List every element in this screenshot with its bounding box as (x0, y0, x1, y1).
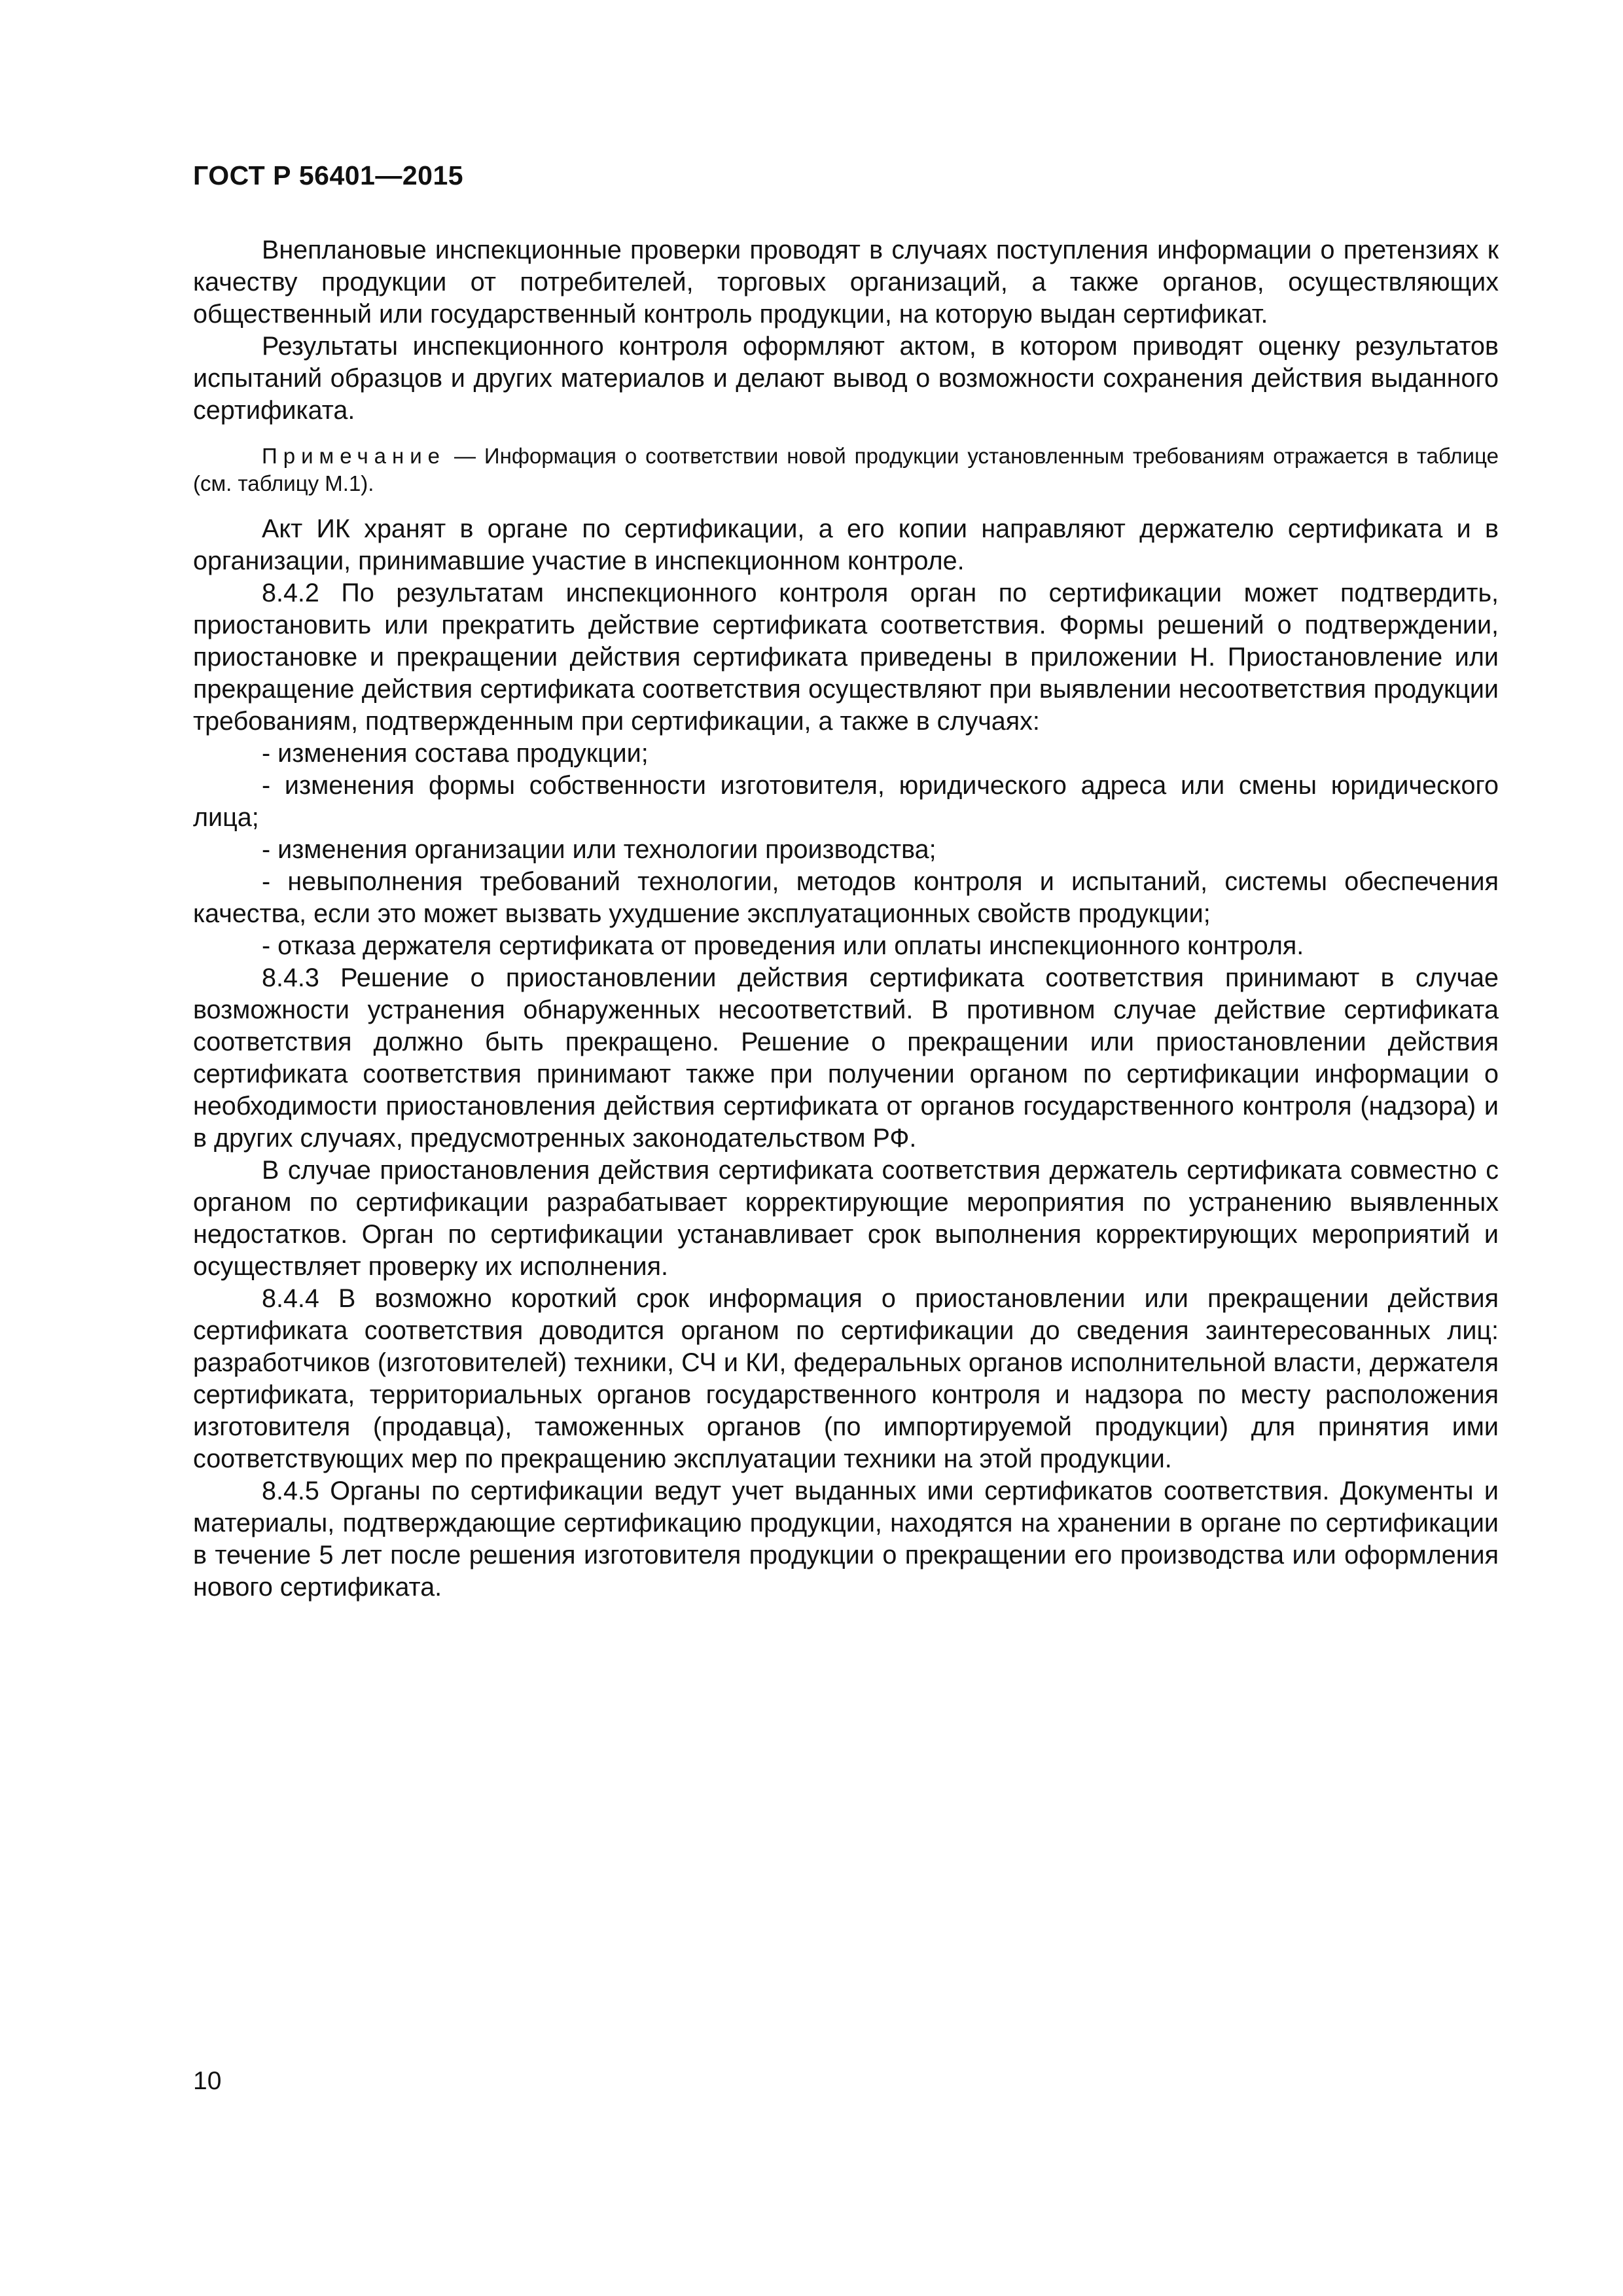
list-item-technology-change: - изменения организации или технологии производства; (262, 835, 936, 864)
note-label: Примечание (262, 444, 446, 468)
list-item-ownership-change: - изменения формы собственности изготовителя, юридического адреса или смены юридического лица; (193, 771, 1499, 832)
paragraph-8-4-5: 8.4.5 Органы по сертификации ведут учет выданных ими сертификатов соответствия. Документы и материалы, подтверждающие сертификацию продукции, находятся на хранении в органе по сертификации в течение 5 лет после решения изготовителя продукции о прекращении его производства или оформления нового сертификата. (193, 1477, 1499, 1602)
paragraph-inspection-results: Результаты инспекционного контроля оформляют актом, в котором приводят оценку результатов испытаний образцов и других материалов и делают вывод о возможности сохранения действия выданного сертификата. (193, 332, 1499, 425)
list-item-holder-refusal: - отказа держателя сертификата от проведения или оплаты инспекционного контроля. (262, 931, 1304, 960)
note (193, 442, 1499, 497)
document-code-header: ГОСТ Р 56401—2015 (193, 160, 464, 190)
page-number: 10 (193, 2067, 222, 2095)
paragraph-8-4-3: 8.4.3 Решение о приостановлении действия сертификата соответствия принимают в случае возможности устранения обнаруженных несоответствий. В противном случае действие сертификата соответствия должно быть прекращено. Решение о прекращении или приостановлении действия сертификата соответствия принимают также при получении органом по сертификации информации о необходимости приостановления действия сертификата от органов государственного контроля (надзора) и в других случаях, предусмотренных законодательством РФ. (193, 963, 1499, 1153)
document-body (193, 234, 1499, 1604)
paragraph-corrective-measures: В случае приостановления действия сертификата соответствия держатель сертификата совместно с органом по сертификации разрабатывает корректирующие мероприятия по устранению выявленных недостатков. Орган по сертификации устанавливает срок выполнения корректирующих мероприятий и осуществляет проверку их исполнения. (193, 1156, 1499, 1281)
paragraph-unscheduled-inspections: Внеплановые инспекционные проверки проводят в случаях поступления информации о претензиях к качеству продукции от потребителей, торговых организаций, а также органов, осуществляющих общественный или государственный контроль продукции, на которую выдан сертификат. (193, 236, 1499, 329)
paragraph-act-storage: Акт ИК хранят в органе по сертификации, а его копии направляют держателю сертификата и в организации, принимавшие участие в инспекционном контроле. (193, 514, 1499, 575)
paragraph-8-4-2: 8.4.2 По результатам инспекционного контроля орган по сертификации может подтвердить, приостановить или прекратить действие сертификата соответствия. Формы решений о подтверждении, приостановке и прекращении действия сертификата приведены в приложении Н. Приостановление или прекращение действия сертификата соответствия осуществляют при выявлении несоответствия продукции требованиям, подтвержденным при сертификации, а также в случаях: (193, 579, 1499, 736)
paragraph-8-4-4: 8.4.4 В возможно короткий срок информация о приостановлении или прекращении действия сертификата соответствия доводится органом по сертификации до сведения заинтересованных лиц: разработчиков (изготовителей) техники, СЧ и КИ, федеральных органов исполнительной власти, держателя сертификата, территориальных органов государственного контроля и надзора по месту расположения изготовителя (продавца), таможенных органов (по импортируемой продукции) для принятия ими соответствующих мер по прекращению эксплуатации техники на этой продукции. (193, 1284, 1499, 1473)
list-item-requirements-violation: - невыполнения требований технологии, методов контроля и испытаний, системы обеспечения качества, если это может вызвать ухудшение эксплуатационных свойств продукции; (193, 867, 1499, 928)
note-text: — Информация о соответствии новой продукции установленным требованиям отражается в таблице (см. таблицу М.1). (193, 444, 1499, 495)
list-item-composition-change: - изменения состава продукции; (262, 739, 649, 768)
